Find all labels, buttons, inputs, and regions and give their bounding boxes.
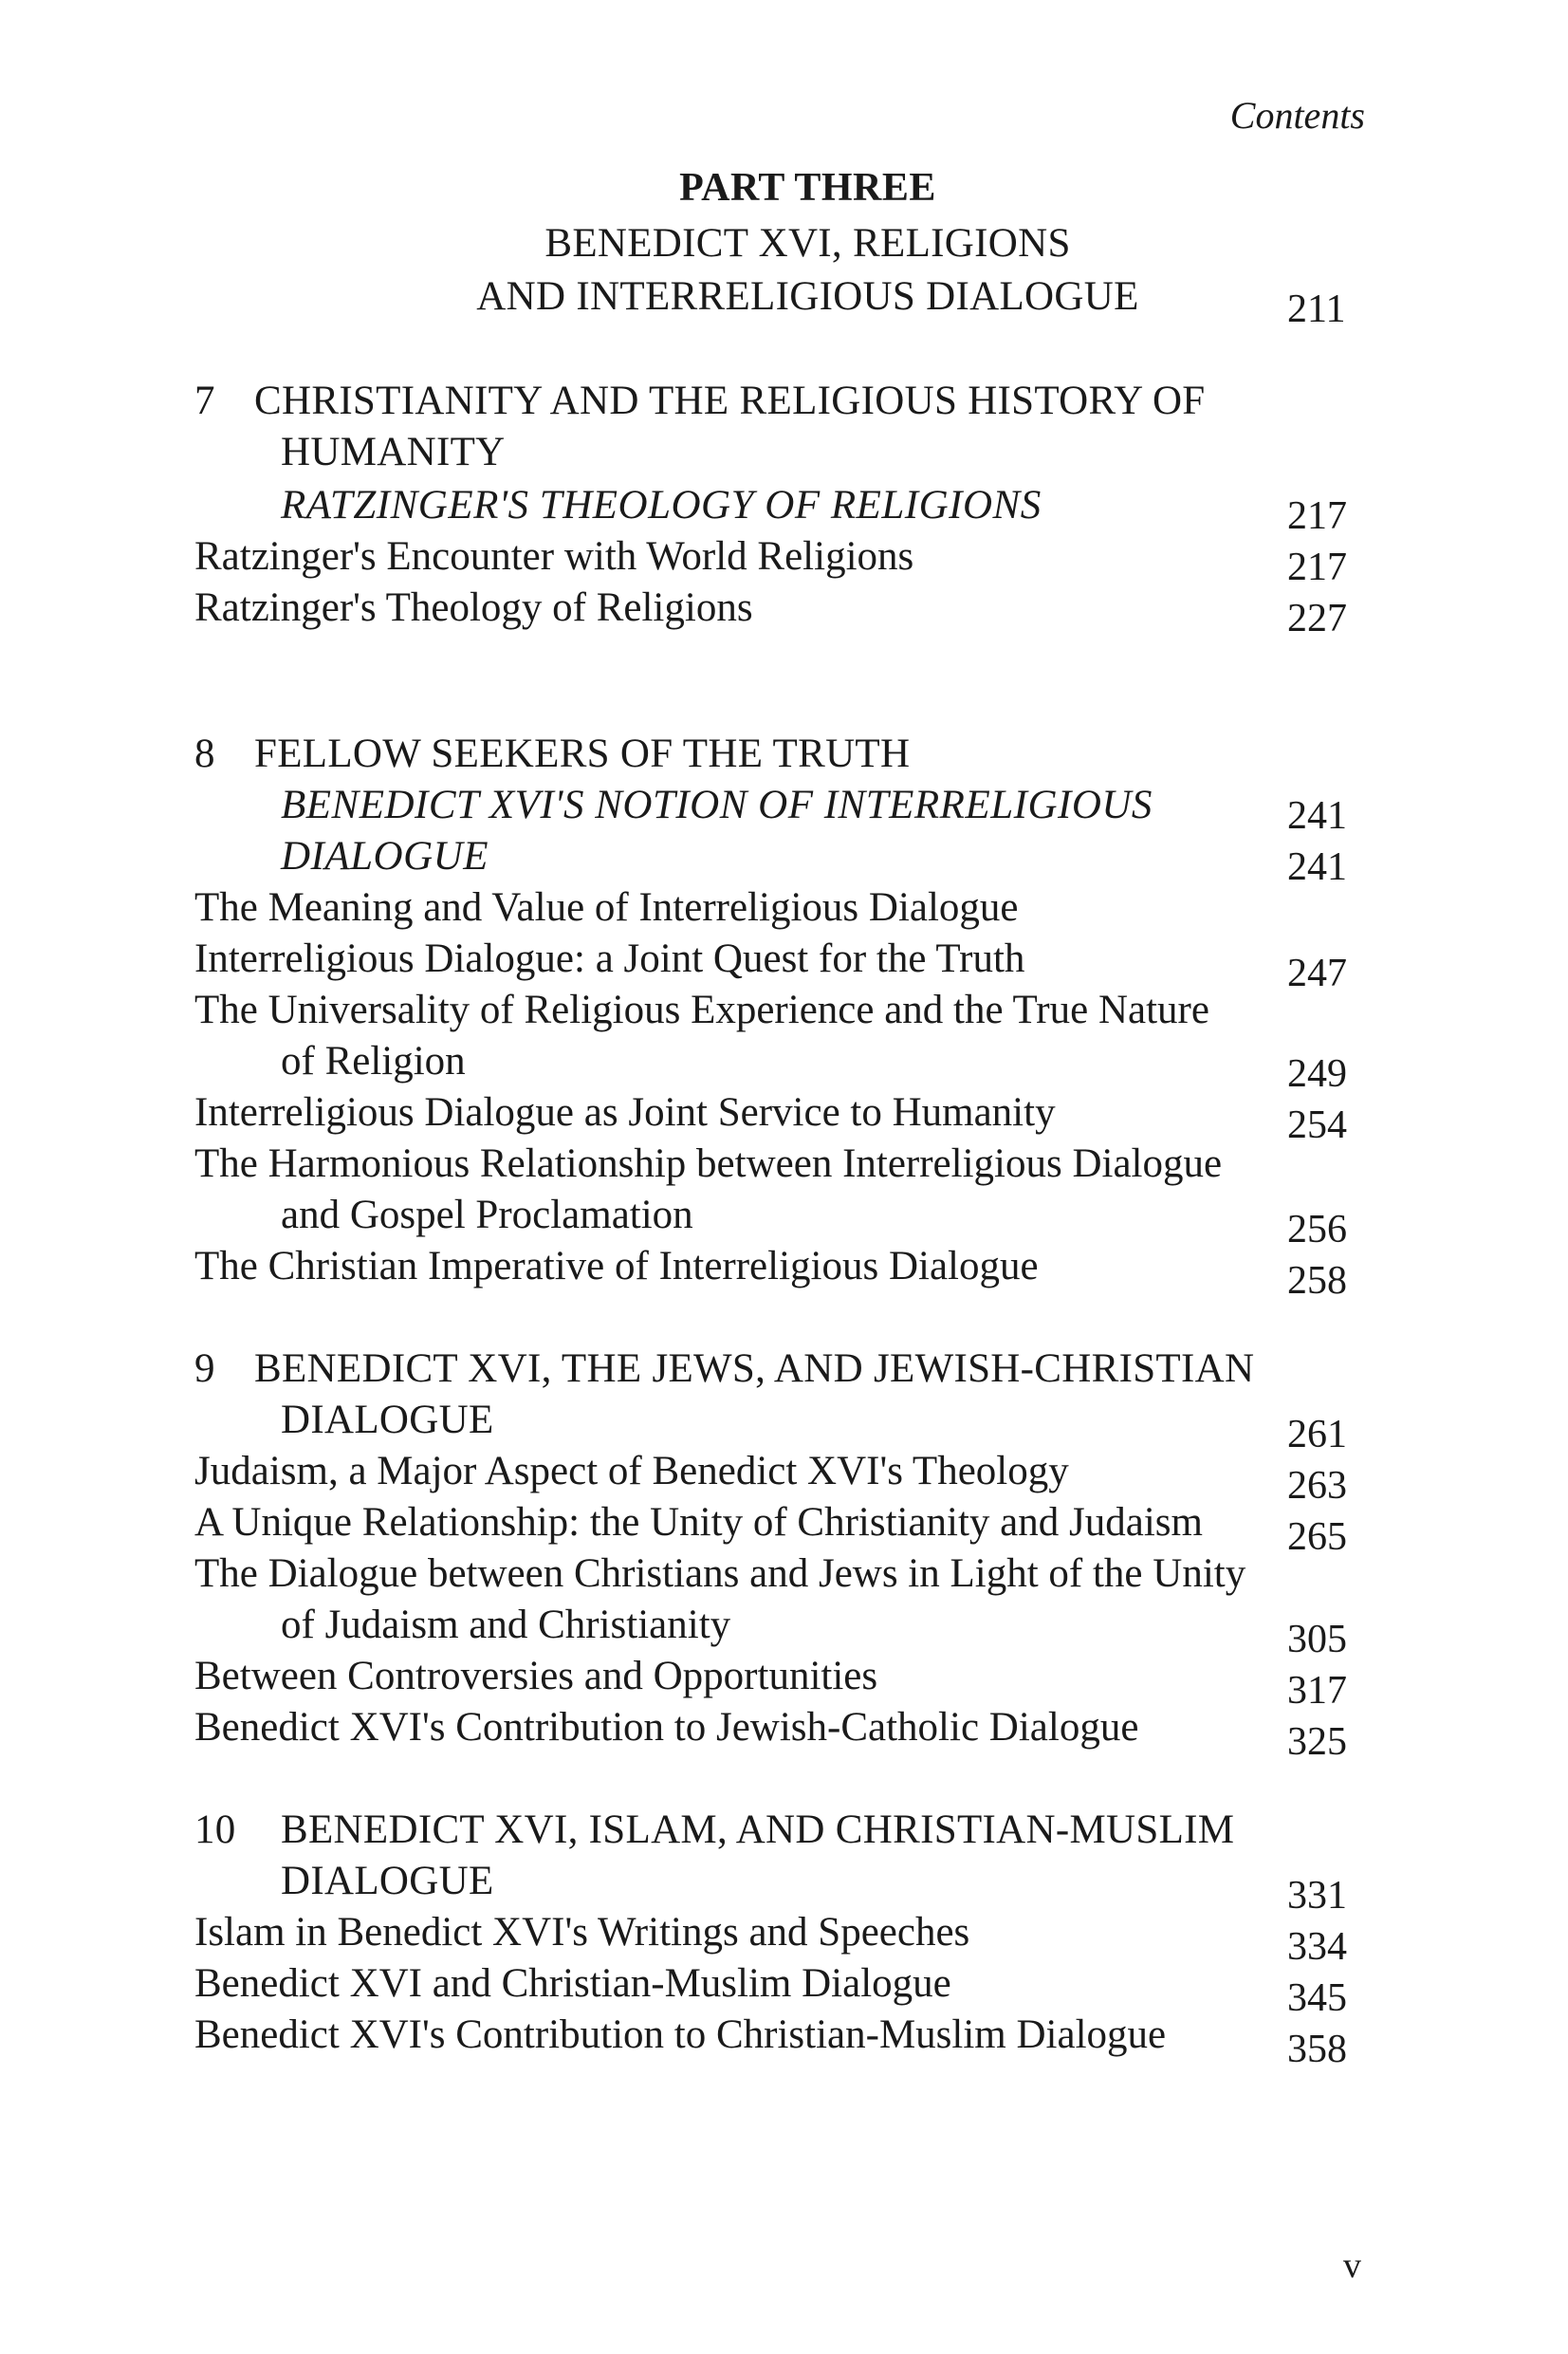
running-head: Contents: [1229, 94, 1365, 137]
chapter-7-subtitle-page: 217: [1287, 494, 1347, 538]
chapter-8-section-6-page: 258: [1287, 1259, 1347, 1303]
chapter-8-section-4: Interreligious Dialogue as Joint Service to Humanity: [194, 1090, 1056, 1135]
chapter-9-section-4: Between Controversies and Opportunities: [194, 1654, 878, 1698]
chapter-8-subtitle-line-1: BENEDICT XVI'S NOTION OF INTERRELIGIOUS: [281, 783, 1153, 827]
chapter-10-number: 10: [194, 1807, 236, 1852]
chapter-9-section-5: Benedict XVI's Contribution to Jewish-Catholic Dialogue: [194, 1705, 1139, 1750]
chapter-8-number: 8: [194, 732, 215, 776]
chapter-10-title-line-2: DIALOGUE: [281, 1859, 494, 1903]
chapter-7-section-1: Ratzinger's Encounter with World Religions: [194, 534, 914, 579]
chapter-9-section-4-page: 317: [1287, 1669, 1347, 1713]
chapter-9-title-line-1: BENEDICT XVI, THE JEWS, AND JEWISH-CHRISTIAN: [254, 1346, 1255, 1391]
chapter-8-section-4-page: 254: [1287, 1103, 1347, 1147]
chapter-8-section-5: The Harmonious Relationship between Interreligious Dialogue: [194, 1141, 1223, 1186]
chapter-8-subtitle-line-2-page: 241: [1287, 845, 1347, 889]
chapter-9-section-1-page: 263: [1287, 1464, 1347, 1508]
chapter-7-title-line-1: CHRISTIANITY AND THE RELIGIOUS HISTORY OF: [254, 379, 1206, 423]
page-folio: v: [1343, 2246, 1361, 2286]
part-label: PART THREE: [679, 166, 936, 210]
part-page-number: 211: [1287, 287, 1346, 331]
chapter-9-section-2-page: 265: [1287, 1515, 1347, 1559]
chapter-7-number: 7: [194, 379, 215, 423]
chapter-8-section-5-continuation: and Gospel Proclamation: [281, 1193, 693, 1237]
chapter-8-section-6: The Christian Imperative of Interreligious Dialogue: [194, 1244, 1039, 1288]
chapter-8-section-2: Interreligious Dialogue: a Joint Quest for the Truth: [194, 936, 1025, 981]
chapter-8-subtitle-line-2: DIALOGUE: [281, 834, 489, 879]
chapter-9-title-line-2: DIALOGUE: [281, 1398, 494, 1442]
chapter-9-section-5-page: 325: [1287, 1720, 1347, 1764]
chapter-10-section-1: Islam in Benedict XVI's Writings and Speeches: [194, 1910, 970, 1955]
chapter-9-section-3-page: 305: [1287, 1618, 1347, 1661]
chapter-10-section-2-page: 345: [1287, 1976, 1347, 2020]
chapter-8-section-3-page: 249: [1287, 1052, 1347, 1096]
chapter-9-section-3: The Dialogue between Christians and Jews in Light of the Unity: [194, 1551, 1246, 1596]
chapter-7-section-1-page: 217: [1287, 546, 1347, 589]
chapter-7-section-2: Ratzinger's Theology of Religions: [194, 585, 753, 630]
chapter-7-subtitle: RATZINGER'S THEOLOGY OF RELIGIONS: [281, 483, 1042, 528]
chapter-10-section-3-page: 358: [1287, 2028, 1347, 2071]
part-title-line-2: AND INTERRELIGIOUS DIALOGUE: [476, 274, 1139, 319]
chapter-10-section-2: Benedict XVI and Christian-Muslim Dialogue: [194, 1961, 951, 2006]
chapter-9-title-page: 261: [1287, 1413, 1347, 1456]
chapter-9-section-1: Judaism, a Major Aspect of Benedict XVI's Theology: [194, 1449, 1069, 1493]
part-title-line-1: BENEDICT XVI, RELIGIONS: [544, 221, 1071, 266]
chapter-10-section-1-page: 334: [1287, 1925, 1347, 1969]
chapter-8-section-2-page: 247: [1287, 952, 1347, 995]
chapter-8-section-3: The Universality of Religious Experience and the True Nature: [194, 988, 1209, 1032]
chapter-10-title-page: 331: [1287, 1874, 1347, 1918]
chapter-7-section-2-page: 227: [1287, 597, 1347, 640]
chapter-8-section-3-continuation: of Religion: [281, 1039, 466, 1084]
chapter-8-title-line-1: FELLOW SEEKERS OF THE TRUTH: [254, 732, 911, 776]
chapter-8-subtitle-line-1-page: 241: [1287, 794, 1347, 838]
chapter-10-section-3: Benedict XVI's Contribution to Christian-Muslim Dialogue: [194, 2012, 1167, 2057]
chapter-7-title-line-2: HUMANITY: [281, 430, 506, 474]
chapter-9-section-2: A Unique Relationship: the Unity of Christianity and Judaism: [194, 1500, 1203, 1545]
chapter-9-section-3-continuation: of Judaism and Christianity: [281, 1603, 731, 1647]
chapter-8-section-5-page: 256: [1287, 1208, 1347, 1251]
chapter-9-number: 9: [194, 1346, 215, 1391]
chapter-10-title-line-1: BENEDICT XVI, ISLAM, AND CHRISTIAN-MUSLIM: [281, 1807, 1235, 1852]
chapter-8-section-1: The Meaning and Value of Interreligious Dialogue: [194, 885, 1019, 930]
